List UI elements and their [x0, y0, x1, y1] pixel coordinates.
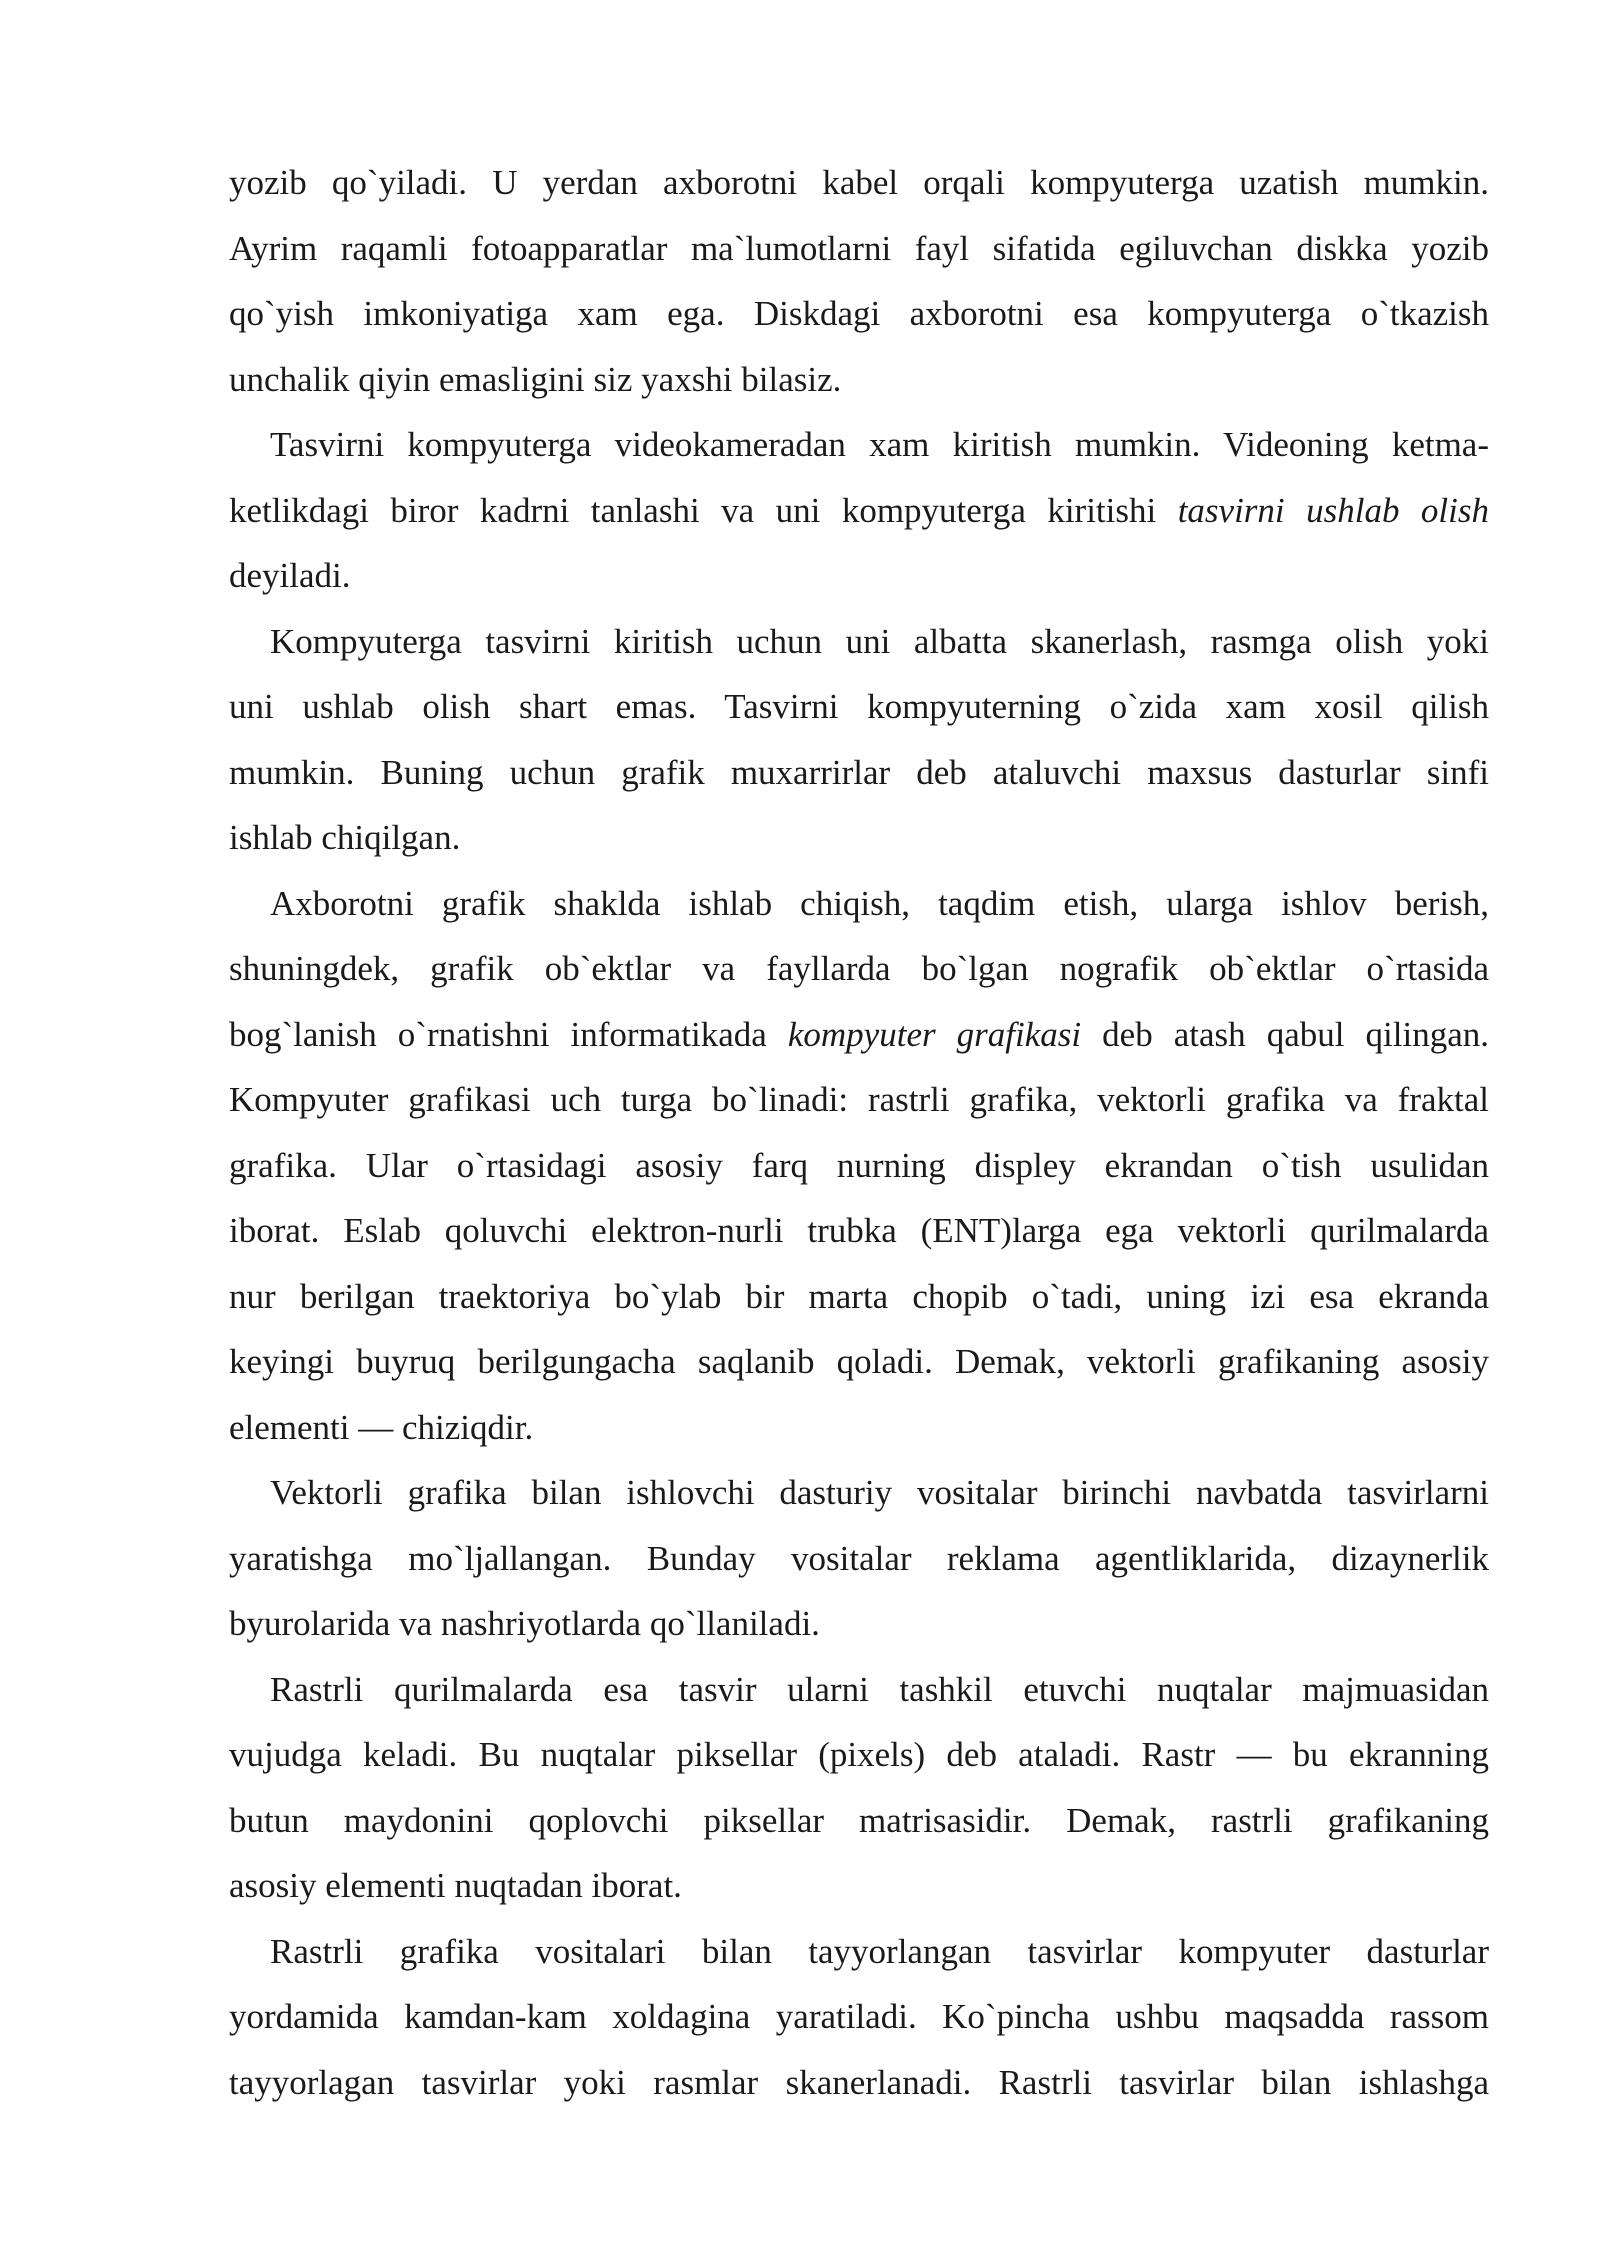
text-line: [229, 150, 1489, 216]
text-run: qo`yish imkoniyatiga xam ega. Diskdagi axborotni esa kompyuterga o`tkazish: [229, 294, 1489, 333]
text-run: unchalik qiyin emasligini siz yaxshi bilasiz.: [229, 359, 842, 399]
text-run: iborat. Eslab qoluvchi elektron-nurli trubka (ENT)larga ega vektorli qurilmalarda: [229, 1211, 1489, 1250]
text-line: [229, 1002, 1489, 1068]
paragraph-3: [229, 609, 1489, 871]
text-line: [229, 543, 1489, 609]
text-line: [229, 1198, 1489, 1264]
paragraph-6: [229, 1657, 1489, 1919]
text-run: yozib qo`yiladi. U yerdan axborotni kabel orqali kompyuterga uzatish mumkin.: [229, 163, 1489, 202]
text-run: ishlab chiqilgan.: [229, 818, 461, 857]
text-line: [229, 1853, 1489, 1919]
text-line: [229, 740, 1489, 806]
text-line: [229, 1329, 1489, 1395]
text-run: nur berilgan traektoriya bo`ylab bir marta chopib o`tadi, uning izi esa ekranda: [229, 1276, 1489, 1316]
text-line: [229, 674, 1489, 740]
text-line: [229, 1919, 1489, 1985]
text-run: deb atash qabul qilingan.: [1081, 1014, 1489, 1054]
text-line: [229, 1591, 1489, 1657]
text-line: [229, 1067, 1489, 1133]
text-line: [229, 1526, 1489, 1592]
paragraph-4: [229, 871, 1489, 1461]
text-run: deyiladi.: [229, 556, 351, 595]
text-line: [229, 1722, 1489, 1788]
text-run: tayyorlagan tasvirlar yoki rasmlar skanerlanadi. Rastrli tasvirlar bilan ishlashga: [229, 2062, 1489, 2102]
text-line: [229, 1460, 1489, 1526]
text-line: [229, 871, 1489, 937]
paragraph-7: [229, 1919, 1489, 2116]
text-line: [229, 2050, 1489, 2116]
text-line: [229, 216, 1489, 282]
text-run: yordamida kamdan-kam xoldagina yaratiladi. Ko`pincha ushbu maqsadda rassom: [229, 1997, 1489, 2036]
text-line: [229, 1657, 1489, 1723]
text-run: Kompyuter grafikasi uch turga bo`linadi: rastrli grafika, vektorli grafika va fraktal: [229, 1080, 1489, 1119]
text-run: uni ushlab olish shart emas. Tasvirni kompyuterning o`zida xam xosil qilish: [229, 687, 1489, 726]
text-line: [229, 478, 1489, 544]
paragraph-5: [229, 1460, 1489, 1657]
text-run: Vektorli grafika bilan ishlovchi dasturiy vositalar birinchi navbatda tasvirlarni: [270, 1473, 1489, 1512]
text-run: mumkin. Buning uchun grafik muxarrirlar deb ataluvchi maxsus dasturlar sinfi: [229, 752, 1489, 792]
text-run: Axborotni grafik shaklda ishlab chiqish, taqdim etish, ularga ishlov berish,: [270, 883, 1489, 923]
text-run: Kompyuterga tasvirni kiritish uchun uni albatta skanerlash, rasmga olish yoki: [270, 621, 1489, 661]
text-run: elementi — chiziqdir.: [229, 1407, 534, 1447]
paragraph-2: [229, 412, 1489, 609]
text-line: [229, 1788, 1489, 1854]
text-line: [229, 1264, 1489, 1330]
text-run: ketlikdagi biror kadrni tanlashi va uni kompyuterga kiritishi: [229, 490, 1178, 530]
text-run: Rastrli grafika vositalari bilan tayyorlangan tasvirlar kompyuter dasturlar: [270, 1931, 1489, 1971]
text-line: [229, 1133, 1489, 1199]
text-run: yaratishga mo`ljallangan. Bunday vositalar reklama agentliklarida, dizaynerlik: [229, 1538, 1489, 1578]
body-text: [229, 150, 1489, 2115]
text-run: butun maydonini qoplovchi piksellar matrisasidir. Demak, rastrli grafikaning: [229, 1800, 1489, 1840]
italic-term: tasvirni ushlab olish: [1177, 490, 1489, 530]
text-run: shuningdek, grafik ob`ektlar va fayllarda bo`lgan nografik ob`ektlar o`rtasida: [229, 949, 1489, 988]
text-run: byurolarida va nashriyotlarda qo`llaniladi.: [229, 1604, 820, 1643]
text-run: keyingi buyruq berilgungacha saqlanib qoladi. Demak, vektorli grafikaning asosiy: [229, 1342, 1489, 1381]
text-run: Rastrli qurilmalarda esa tasvir ularni tashkil etuvchi nuqtalar majmuasidan: [270, 1669, 1489, 1709]
text-run: grafika. Ular o`rtasidagi asosiy farq nurning displey ekrandan o`tish usulidan: [229, 1145, 1489, 1185]
text-line: [229, 805, 1489, 871]
text-run: Ayrim raqamli fotoapparatlar ma`lumotlarni fayl sifatida egiluvchan diskka yozib: [229, 228, 1489, 268]
text-line: [229, 609, 1489, 675]
text-run: asosiy elementi nuqtadan iborat.: [229, 1866, 682, 1905]
text-run: vujudga keladi. Bu nuqtalar piksellar (pixels) deb ataladi. Rastr — bu ekranning: [229, 1735, 1489, 1774]
text-line: [229, 281, 1489, 347]
text-run: Tasvirni kompyuterga videokameradan xam kiritish mumkin. Videoning ketma-: [270, 425, 1489, 464]
text-line: [229, 1395, 1489, 1461]
italic-term: kompyuter grafikasi: [787, 1014, 1082, 1054]
text-line: [229, 936, 1489, 1002]
paragraph-1: [229, 150, 1489, 412]
text-line: [229, 347, 1489, 413]
text-run: bog`lanish o`rnatishni informatikada: [229, 1014, 788, 1054]
text-line: [229, 412, 1489, 478]
text-line: [229, 1984, 1489, 2050]
